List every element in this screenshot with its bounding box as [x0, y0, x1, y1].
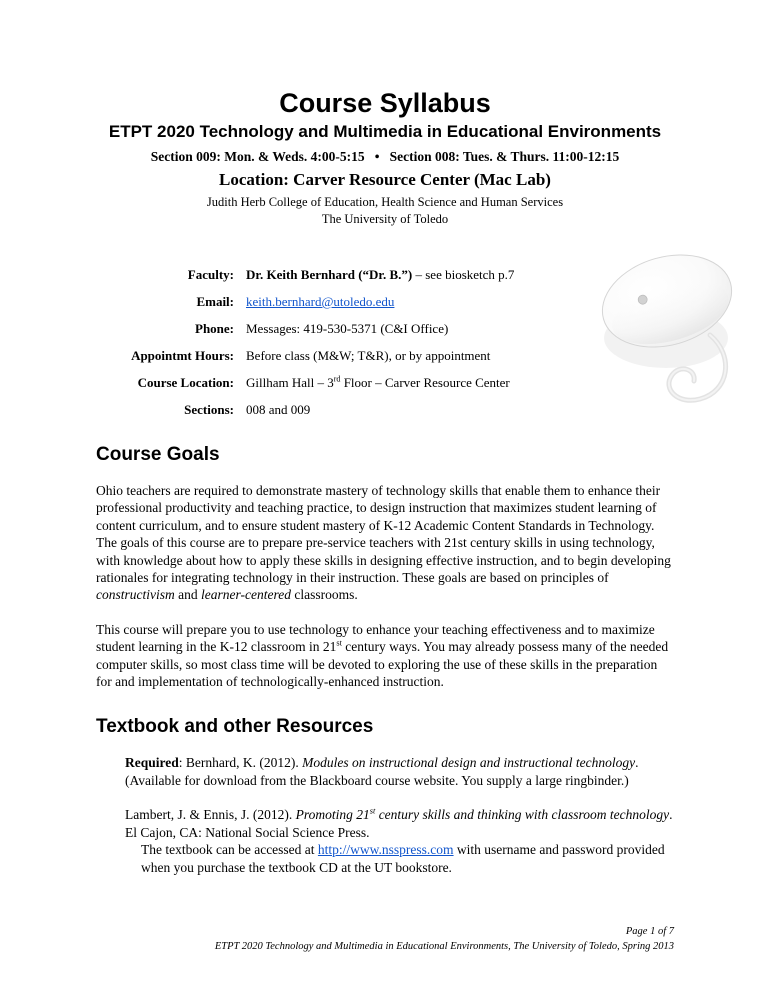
location-pre: Gillham Hall – 3 [246, 375, 334, 390]
nsspress-link[interactable]: http://www.nsspress.com [317, 842, 454, 858]
row-label: Course Location: [137, 375, 234, 390]
university-line: The University of Toledo [321, 212, 449, 226]
row-label: Sections: [184, 402, 234, 417]
table-row-course-location [110, 375, 550, 391]
course-goals-paragraph-1 [96, 482, 674, 604]
row-value [246, 267, 550, 283]
page-title: Course Syllabus [279, 88, 491, 118]
faculty-note: – see biosketch p.7 [412, 267, 515, 282]
lambert-superscript: st [369, 806, 376, 816]
required-citation: : Bernhard, K. (2012). [178, 755, 303, 771]
course-goals-paragraph-2 [96, 621, 674, 691]
row-label: Faculty: [187, 267, 234, 282]
goals-p1-mid: and [174, 587, 201, 603]
location-line: Location: Carver Resource Center (Mac Lab) [219, 170, 551, 189]
course-subtitle: ETPT 2020 Technology and Multimedia in Educational Environments [108, 122, 662, 141]
document-header [96, 88, 674, 227]
location-ordinal-superscript: rd [333, 374, 341, 384]
course-goals-heading: Course Goals [96, 444, 220, 465]
goals-p2-superscript: st [336, 638, 342, 648]
faculty-info-table [110, 267, 550, 418]
table-row-sections [110, 402, 550, 418]
table-row-phone [110, 321, 550, 337]
access-post: with username and password provided when you purchase the textbook CD at the UT bookstore. [141, 842, 665, 875]
row-label: Email: [196, 294, 234, 309]
email-link[interactable]: keith.bernhard@utoledo.edu [246, 294, 395, 309]
footer-course-info: ETPT 2020 Technology and Multimedia in Educational Environments, The University of Toledo, Spring 2013 [214, 941, 674, 952]
table-row-appointment-hours [110, 348, 550, 364]
row-value [246, 294, 550, 310]
row-value: 008 and 009 [246, 402, 311, 417]
access-pre: The textbook can be accessed at [141, 842, 318, 858]
row-value: Messages: 419-530-5371 (C&I Office) [246, 321, 449, 336]
goals-p1-italic-constructivism: constructivism [96, 587, 175, 603]
textbook-required-paragraph [125, 754, 674, 789]
page-footer [215, 924, 674, 954]
required-note: . (Available for download from the Blackboard course website. You supply a large ringbinder.) [125, 755, 639, 788]
lambert-citation: Lambert, J. & Ennis, J. (2012). [125, 807, 296, 823]
college-line: Judith Herb College of Education, Health Science and Human Services [206, 195, 564, 209]
footer-page-number: Page 1 of 7 [625, 926, 674, 937]
row-label: Phone: [195, 321, 234, 336]
textbook-access-note [141, 841, 674, 876]
goals-p1-end: classrooms. [290, 587, 358, 603]
apple-mouse-image [592, 243, 742, 413]
goals-p2-pre: This course will prepare you to use technology to enhance your teaching effectiveness and to maximize student learning in the K-12 classroom in 21 [96, 621, 655, 655]
location-post: Floor – Carver Resource Center [340, 375, 510, 390]
lambert-book-title-pre: Promoting 21 [295, 807, 370, 823]
table-row-faculty [110, 267, 550, 283]
textbook-lambert-paragraph [125, 806, 674, 876]
goals-p1-main: Ohio teachers are required to demonstrate mastery of technology skills that enable them to enhance their professional productivity and teaching practice, to design instruction that maximizes student learning of content curriculum, and to ensure student mastery of K-12 Academic Content Standards in Technology. The goals of this course are to prepare pre-service teachers with 21st century skills in using technology, with knowledge about how to apply these skills in designing effective instruction, and to begin developing rationales for integrating technology in their instruction. These goals are based on principles of [96, 483, 671, 586]
faculty-name: Dr. Keith Bernhard (“Dr. B.”) [246, 267, 413, 282]
row-value: Before class (M&W; T&R), or by appointment [246, 348, 491, 363]
goals-p1-italic-learner-centered: learner-centered [201, 587, 291, 603]
goals-p2-post: century ways. You may already possess many of the needed computer skills, so most class time will be devoted to exploring the use of these skills in the preparation for and implementation of technologically-enhanced instruction. [96, 639, 669, 690]
mouse-illustration [592, 243, 742, 413]
textbook-heading: Textbook and other Resources [96, 716, 374, 738]
row-value [246, 375, 550, 391]
table-row-email [110, 294, 550, 310]
row-label: Appointmt Hours: [131, 348, 234, 363]
lambert-publisher: . El Cajon, CA: National Social Science Press. [125, 807, 673, 840]
required-label: Required [125, 755, 179, 771]
required-book-title: Modules on instructional design and instructional technology [302, 755, 636, 771]
sections-schedule-line: Section 009: Mon. & Weds. 4:00-5:15 • Section 008: Tues. & Thurs. 11:00-12:15 [150, 149, 620, 164]
lambert-book-title-post: century skills and thinking with classroom technology [375, 807, 670, 823]
